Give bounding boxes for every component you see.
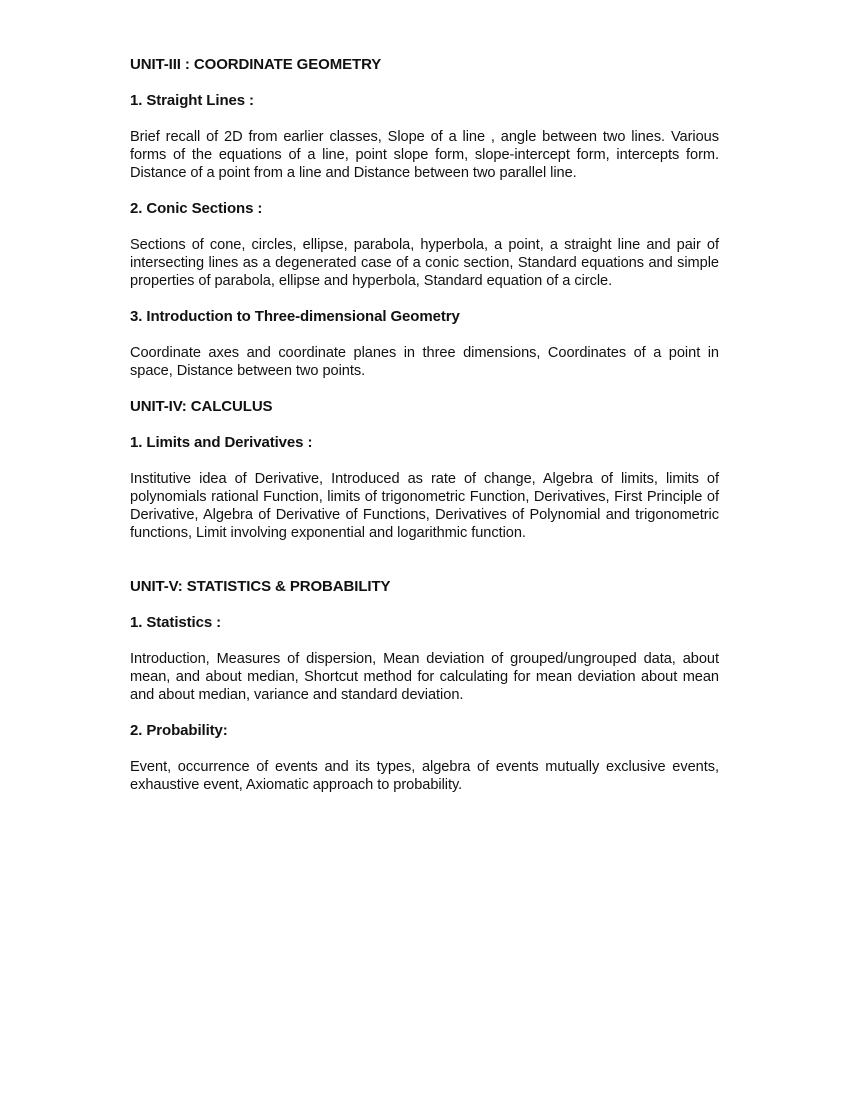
limits-derivatives-heading: 1. Limits and Derivatives :: [130, 434, 313, 451]
document-page: [130, 56, 719, 794]
conic-sections-heading: 2. Conic Sections :: [130, 200, 263, 217]
probability-paragraph: Event, occurrence of events and its types, algebra of events mutually exclusive events, exhaustive event, Axiomatic approach to probability.: [130, 759, 719, 793]
three-d-geometry-heading: 3. Introduction to Three-dimensional Geometry: [130, 308, 460, 325]
unit-3-title: UNIT-III : COORDINATE GEOMETRY: [130, 56, 382, 73]
limits-derivatives-paragraph: Institutive idea of Derivative, Introduced as rate of change, Algebra of limits, limits of polynomials rational Function, limits of trigonometric Function, Derivatives, First Principle of Derivative, Algebra of Derivative of Functions, Derivatives of Polynomial and trigonometric functions, Limit involving exponential and logarithmic function.: [130, 471, 719, 541]
three-d-geometry-paragraph: Coordinate axes and coordinate planes in three dimensions, Coordinates of a point in space, Distance between two points.: [130, 345, 719, 379]
straight-lines-heading: 1. Straight Lines :: [130, 92, 254, 109]
conic-sections-paragraph: Sections of cone, circles, ellipse, parabola, hyperbola, a point, a straight line and pair of intersecting lines as a degenerated case of a conic section, Standard equations and simple properties of parabola, ellipse and hyperbola, Standard equation of a circle.: [130, 237, 719, 289]
unit-4-title: UNIT-IV: CALCULUS: [130, 398, 273, 415]
probability-heading: 2. Probability:: [130, 722, 228, 739]
statistics-heading: 1. Statistics :: [130, 614, 222, 631]
unit-5-title: UNIT-V: STATISTICS & PROBABILITY: [130, 578, 391, 595]
straight-lines-paragraph: Brief recall of 2D from earlier classes, Slope of a line , angle between two lines. Various forms of the equations of a line, point slope form, slope-intercept form, intercepts form. Distance of a point from a line and Distance between two parallel line.: [130, 129, 719, 181]
statistics-paragraph: Introduction, Measures of dispersion, Mean deviation of grouped/ungrouped data, about mean, and about median, Shortcut method for calculating for mean deviation about mean and about median, variance and standard deviation.: [130, 651, 719, 703]
